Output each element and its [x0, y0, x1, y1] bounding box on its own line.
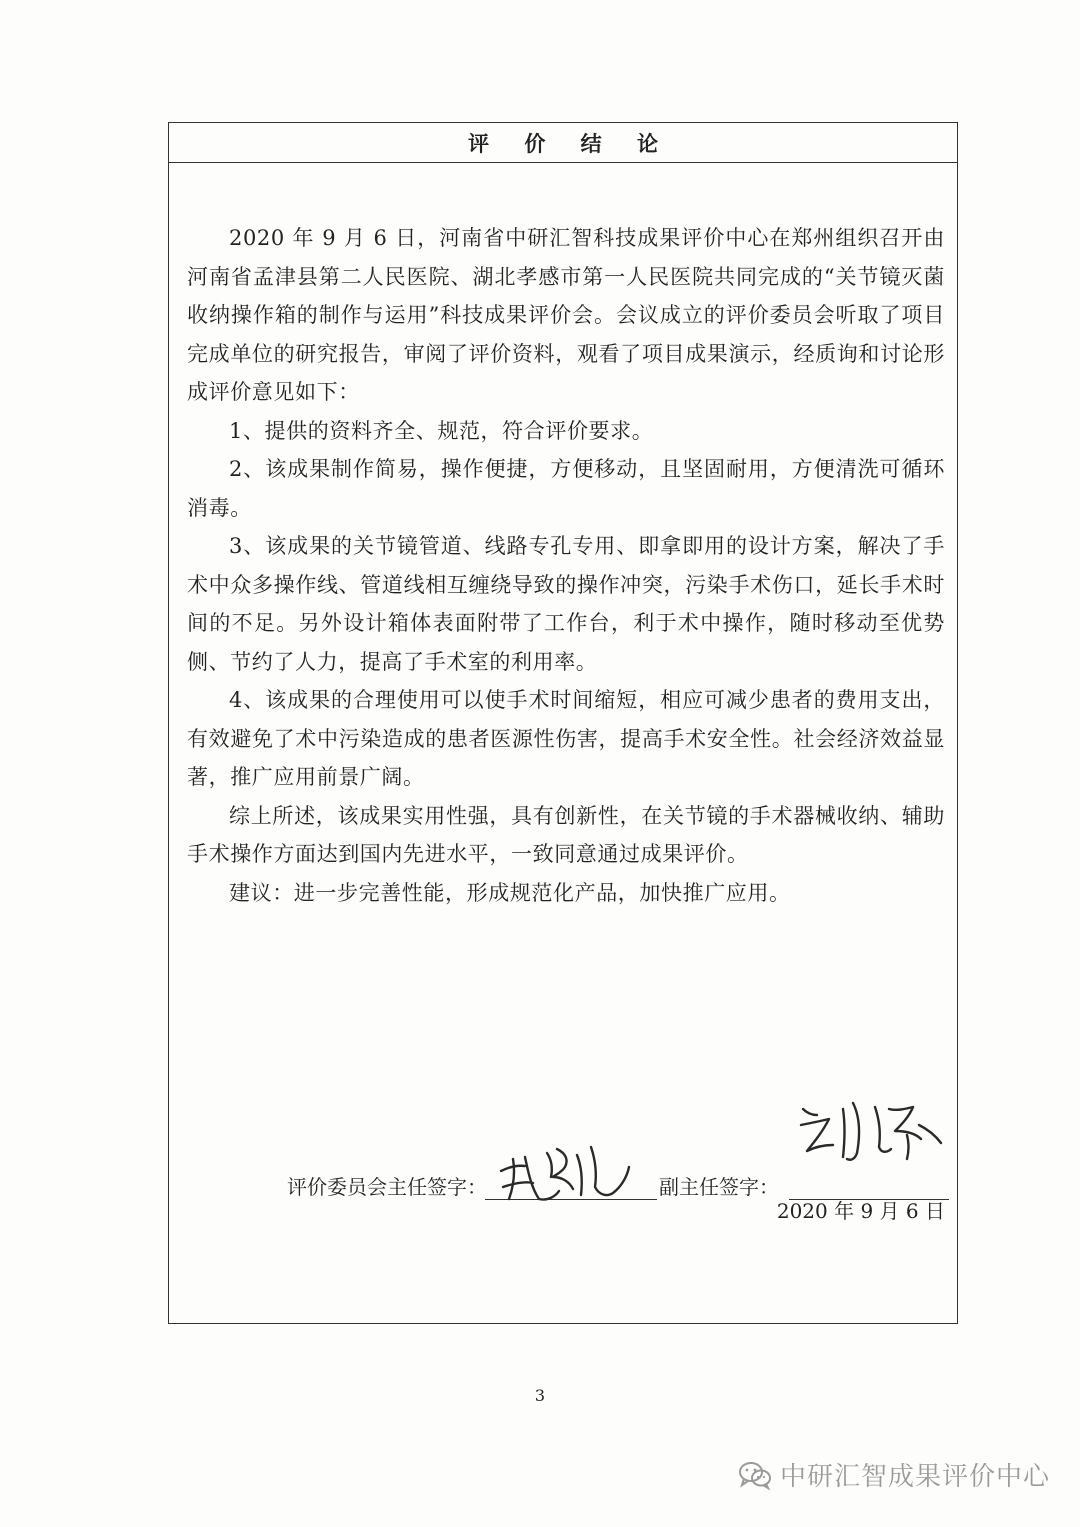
vice-chair-signature — [797, 1095, 957, 1175]
paragraph-item-2: 2、该成果制作简易，操作便捷，方便移动，且坚固耐用，方便清洗可循环消毒。 — [187, 457, 945, 520]
signature-row — [169, 1143, 957, 1203]
conclusion-body — [187, 219, 945, 912]
chair-sign-label: 评价委员会主任签字： — [287, 1175, 487, 1199]
paragraph-summary: 综上所述，该成果实用性强，具有创新性，在关节镜的手术器械收纳、辅助手术操作方面达到国内先进水平，一致同意通过成果评价。 — [187, 803, 945, 866]
page-number: 3 — [534, 1386, 546, 1405]
section-title: 评 价 结 论 — [468, 130, 672, 156]
vice-chair-sign-label: 副主任签字： — [659, 1175, 779, 1199]
evaluation-table — [168, 122, 958, 1324]
sign-date: 2020 年 9 月 6 日 — [776, 1199, 945, 1223]
chair-signature — [495, 1137, 665, 1207]
paragraph-item-1: 1、提供的资料齐全、规范，符合评价要求。 — [229, 418, 654, 443]
paragraph-item-3: 3、该成果的关节镜管道、线路专孔专用、即拿即用的设计方案，解决了手术中众多操作线、管道线相互缠绕导致的操作冲突，污染手术伤口，延长手术时间的不足。另外设计箱体表面附带了工作台，利于术中操作，随时移动至优势侧、节约了人力，提高了手术室的利用率。 — [187, 534, 945, 674]
paragraph-intro: 2020 年 9 月 6 日，河南省中研汇智科技成果评价中心在郑州组织召开由河南省孟津县第二人民医院、湖北孝感市第一人民医院共同完成的“关节镜灭菌收纳操作箱的制作与运用”科技成果评价会。会议成立的评价委员会听取了项目完成单位的研究报告，审阅了评价资料，观看了项目成果演示，经质询和讨论形成评价意见如下： — [187, 226, 945, 404]
paragraph-suggestion: 建议：进一步完善性能，形成规范化产品，加快推广应用。 — [229, 880, 791, 905]
watermark-text: 中研汇智成果评价中心 — [779, 1462, 1050, 1492]
watermark — [738, 1456, 1050, 1493]
table-header — [169, 123, 957, 163]
wechat-icon — [738, 1460, 772, 1490]
paragraph-item-4: 4、该成果的合理使用可以使手术时间缩短，相应可减少患者的费用支出，有效避免了术中污染造成的患者医源性伤害，提高手术安全性。社会经济效益显著，推广应用前景广阔。 — [187, 688, 945, 789]
